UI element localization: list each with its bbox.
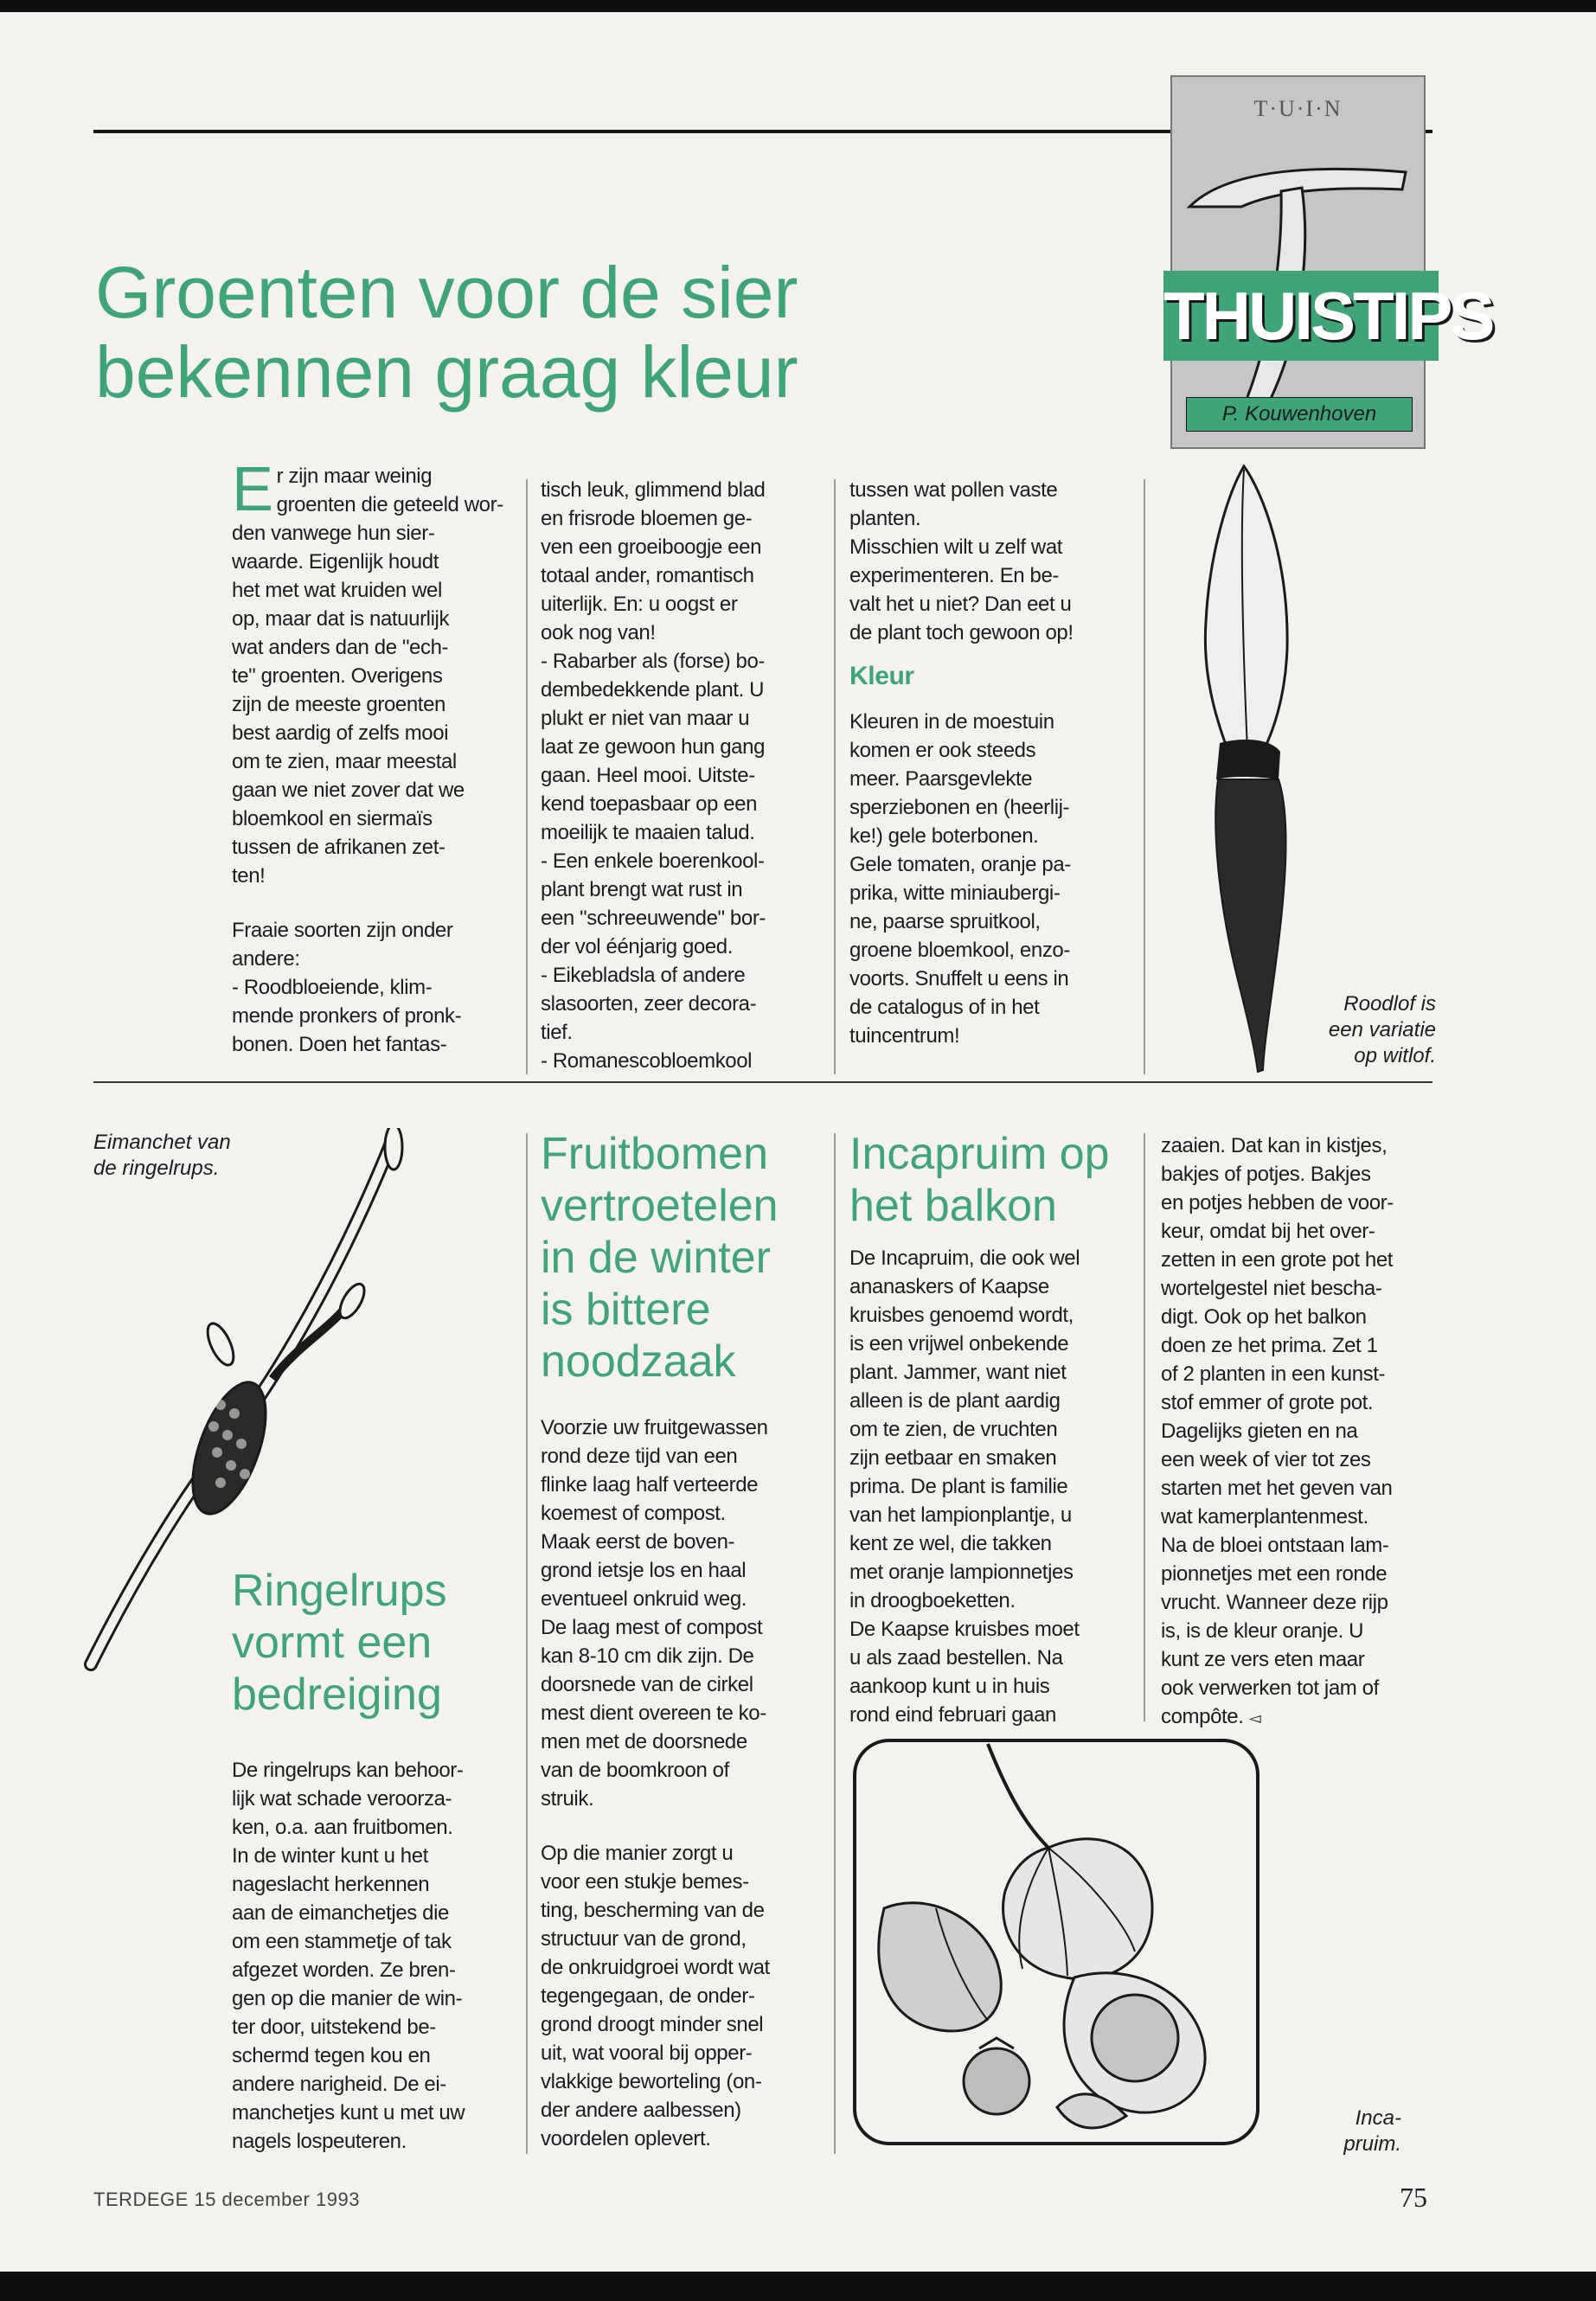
page-number: 75 (1400, 2182, 1427, 2213)
column-divider (1144, 1133, 1145, 1721)
incapruim-caption: Inca- pruim. (1343, 2106, 1401, 2156)
author-byline: P. Kouwenhoven (1186, 397, 1413, 432)
column-divider (526, 1133, 528, 2154)
column-divider (526, 479, 528, 1074)
logo-letter-t-icon (1172, 77, 1424, 447)
article1-title-line1: Groenten voor de sier (95, 252, 798, 333)
article3-paragraph2: Op die manier zorgt u voor een stukje bemes- ting, bescherming van de structuur van de grond, de onkruidgroei wordt wat tegengegaan, de onder- grond droogt minder snel uit, wat vooral bij opper- vlakkige beworteling (on- der andere aalbessen) voordelen oplevert. (541, 1842, 770, 2150)
article3-title-text: Fruitbomen vertroetelen in de winter is bittere noodzaak (541, 1129, 779, 1387)
article1-subheading: Kleur (849, 662, 914, 690)
article4-title (849, 1128, 1144, 1232)
article2-paragraph: De ringelrups kan behoor- lijk wat schade veroorza- ken, o.a. aan fruitbomen. In de winter kunt u het nageslacht herkennen aan de eimanchetjes die om een stammetje of tak afgezet worden. Ze bren- gen op die manier de win- ter door, uitstekend be- schermd tegen kou en andere narigheid. De ei- manchetjes kunt u met uw nagels lospeuteren. (232, 1759, 465, 2153)
article3-paragraph1: Voorzie uw fruitgewassen rond deze tijd van een flinke laag half verteerde koemest of compost. Maak eerst de boven- grond ietsje los en haal eventueel onkruid weg. De laag mest of compost kan 8-10 cm dik zijn. De doorsnede van de cirkel mest dient overeen te ko- men met de doorsnede van de boomkroon of struik. (541, 1416, 768, 1811)
article1-column1 (232, 455, 517, 1059)
article1-col3-paragraph1: tussen wat pollen vaste planten. Misschien wilt u zelf wat experimenteren. En be- valt het u niet? Dan eet u de plant toch gewoon op! (849, 478, 1074, 644)
article1-title (95, 253, 926, 412)
thuistips-logo (1163, 75, 1493, 449)
article3-title (541, 1128, 835, 1388)
column-divider (1144, 479, 1145, 1074)
dropcap: E (232, 455, 273, 524)
article4-title-text: Incapruim op het balkon (849, 1129, 1110, 1231)
article4-paragraph2: zaaien. Dat kan in kistjes, bakjes of potjes. Bakjes en potjes hebben de voor- keur, omdat bij het over- zetten in een grote pot het wortelgestel niet bescha- digt. Ook op het balkon doen ze het prima. Zet 1 of 2 planten in een kunst- stof emmer of grote pot. Dagelijks gieten en na een week of vier tot zes starten met het geven van wat kamerplantenmest. Na de bloei ontstaan lam- pionnetjes met een ronde vrucht. Wanneer deze rijp is, is de kleur oranje. U kunt ze vers eten maar ook verwerken tot jam of compôte. (1161, 1134, 1394, 1728)
article1-col1-paragraph2: Fraaie soorten zijn onder andere: - Roodbloeiende, klim- mende pronkers of pronk- bonen. Doen het fantas- (232, 919, 462, 1056)
article3-body (541, 1413, 826, 2153)
article1-title-line2: bekennen graag kleur (95, 331, 798, 413)
article1-col2-paragraph1: tisch leuk, glimmend blad en frisrode bloemen ge- ven een groeiboogje een totaal ander, romantisch uiterlijk. En: u oogst er ook nog van! - Rabarber als (forse) bo- dembedekkende plant. U plukt er niet van maar u laat ze gewoon hun gang gaan. Heel mooi. Uitste- kend toepasbaar op een moeilijk te maaien talud. - Een enkele boerenkool- plant brengt wat rust in een "schreeuwende" bor- der vol éénjarig goed. - Eikebladsla of andere slasoorten, zeer decora- tief. - Romanescobloemkool (541, 478, 766, 1073)
article4-column2 (1161, 1131, 1438, 1733)
article1-column2 (541, 476, 826, 1075)
logo-section-label: T·U·I·N (1253, 96, 1343, 121)
article1-col1-paragraph1: r zijn maar weinig groenten die geteeld wor- den vanwege hun sier- waarde. Eigenlijk houdt het met wat kruiden wel op, maar dat is natuurlijk wat anders dan de "ech- te" groenten. Overigens zijn de meeste groenten best aardig of zelfs mooi om te zien, maar meestal gaan we niet zover dat we bloemkool en siermaïs tussen de afrikanen zet- ten! (232, 465, 503, 888)
column-divider (834, 479, 836, 1074)
article2-title (232, 1565, 517, 1721)
magazine-page (0, 12, 1596, 2272)
incapruim-illustration (849, 1735, 1265, 2150)
column-divider (834, 1133, 836, 2154)
eimanchet-caption: Eimanchet van de ringelrups. (93, 1131, 231, 1180)
article2-body (232, 1756, 517, 2156)
logo-title: THUISTIPS (1163, 271, 1439, 361)
article1-col3-paragraph2: Kleuren in de moestuin komen er ook steeds meer. Paarsgevlekte sperziebonen en (heerlij- ke!) gele boterbonen. Gele tomaten, oranje pa- prika, witte miniaubergi- ne, paarse spruitkool, groene bloemkool, enzo- voorts. Snuffelt u eens in de catalogus of in het tuincentrum! (849, 710, 1071, 1048)
magazine-footer: TERDEGE 15 december 1993 (93, 2189, 360, 2210)
article1-column3 (849, 476, 1135, 1050)
roodlof-caption: Roodlof is een variatie op witlof. (1328, 992, 1436, 1067)
section-divider (93, 1081, 1433, 1083)
end-mark-icon: ◅ (1248, 1709, 1261, 1727)
article4-body (849, 1244, 1135, 1729)
article4-paragraph1: De Incapruim, die ook wel ananaskers of Kaapse kruisbes genoemd wordt, is een vrijwel onbekende plant. Jammer, want niet alleen is de plant aardig om te zien, de vruchten zijn eetbaar en smaken prima. De plant is familie van het lampionplantje, u kent ze wel, die takken met oranje lampionnetjes in droogboeketten. De Kaapse kruisbes moet u als zaad bestellen. Na aankoop kunt u in huis rond eind februari gaan (849, 1247, 1080, 1727)
article2-title-text: Ringelrups vormt een bedreiging (232, 1566, 447, 1720)
roodlof-illustration (1168, 458, 1324, 1080)
